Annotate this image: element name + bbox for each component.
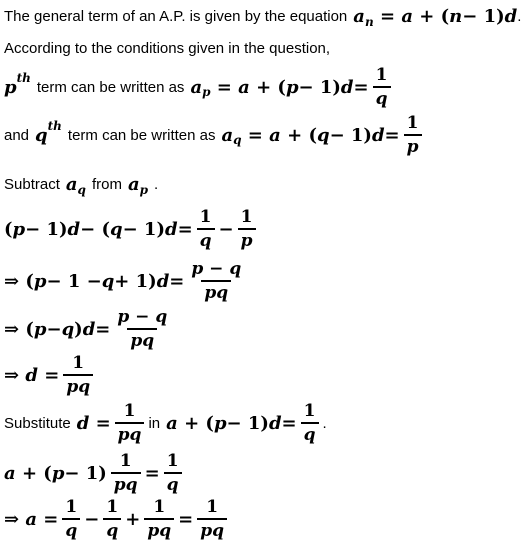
substitute-text: Substitute (4, 414, 71, 432)
substitute-d-fraction: $\frac{1}{pq}$ (115, 402, 145, 444)
factored-line (4, 308, 174, 350)
d-result-line (4, 354, 97, 396)
qth-term-equation: a q = a + ( q − 1) d = (221, 124, 400, 147)
a-result-fraction-4: $\frac{1}{pq}$ (197, 498, 227, 540)
qth-and-text: and (4, 126, 30, 144)
subtract-period: . (154, 176, 159, 193)
simplify-fraction: $\frac{p - q}{pq}$ (191, 259, 242, 303)
a-result-equals: = (178, 508, 194, 530)
difference-fraction-1: $\frac{1}{q}$ (197, 208, 215, 250)
a-result-line (4, 498, 231, 540)
pth-term-equation: a p = a + ( p − 1) d = (190, 76, 369, 99)
pth-symbol: p th (4, 71, 31, 98)
subtract-line (4, 174, 158, 195)
substitute-expression: a + ( p − 1) d = (166, 412, 297, 434)
subtract-text: Subtract (4, 176, 60, 193)
pth-term-text: term can be written as (36, 78, 185, 96)
general-term-formula: a n = a + ( n − 1) d (353, 6, 518, 29)
substituted-equals: = (144, 462, 160, 484)
substituted-fraction-1: $\frac{1}{pq}$ (111, 452, 141, 494)
from-text: from (91, 176, 122, 193)
qth-term-text: term can be written as (67, 126, 216, 144)
substituted-line (4, 452, 186, 494)
d-result-lhs: ⇒ d = (4, 364, 60, 386)
in-text: in (148, 414, 161, 432)
substitute-period: . (322, 414, 327, 432)
pth-term-line (4, 66, 395, 108)
conditions-line (4, 40, 330, 57)
a-result-fraction-3: $\frac{1}{pq}$ (144, 498, 174, 540)
substituted-lhs: a + ( p − 1) (4, 462, 107, 484)
qth-symbol: q th (35, 119, 62, 146)
difference-fraction-2: $\frac{1}{p}$ (238, 208, 256, 250)
a-result-fraction-2: $\frac{1}{q}$ (103, 498, 121, 540)
d-result-fraction: $\frac{1}{pq}$ (63, 354, 93, 396)
factored-fraction: $\frac{p - q}{pq}$ (117, 307, 168, 351)
substitute-d: d = (76, 412, 111, 434)
general-term-period: . (517, 8, 521, 25)
a-result-plus: + (125, 508, 141, 530)
difference-lhs: ( p − 1) d − ( q − 1) d = (4, 218, 193, 240)
difference-line (4, 208, 260, 250)
simplify-line (4, 260, 248, 302)
substitute-rhs-fraction: $\frac{1}{q}$ (301, 402, 319, 444)
substituted-fraction-2: $\frac{1}{q}$ (164, 452, 182, 494)
a-result-lhs: ⇒ a = (4, 508, 59, 530)
qth-term-line (4, 114, 426, 156)
conditions-text: According to the conditions given in the question, (4, 40, 331, 57)
subtract-ap: a p (127, 174, 148, 197)
difference-operator: − (218, 218, 234, 240)
factored-lhs: ⇒ ( p − q ) d = (4, 318, 111, 340)
general-term-text: The general term of an A.P. is given by the equation (4, 8, 348, 25)
a-result-fraction-1: $\frac{1}{q}$ (62, 498, 80, 540)
pth-term-fraction: $\frac{1}{q}$ (373, 66, 391, 108)
qth-term-fraction: $\frac{1}{p}$ (404, 114, 422, 156)
general-term-line (4, 6, 521, 27)
substitute-line (4, 402, 327, 444)
a-result-minus: − (84, 508, 100, 530)
simplify-lhs: ⇒ ( p − 1 − q + 1) d = (4, 270, 185, 292)
subtract-aq: a q (65, 174, 86, 197)
